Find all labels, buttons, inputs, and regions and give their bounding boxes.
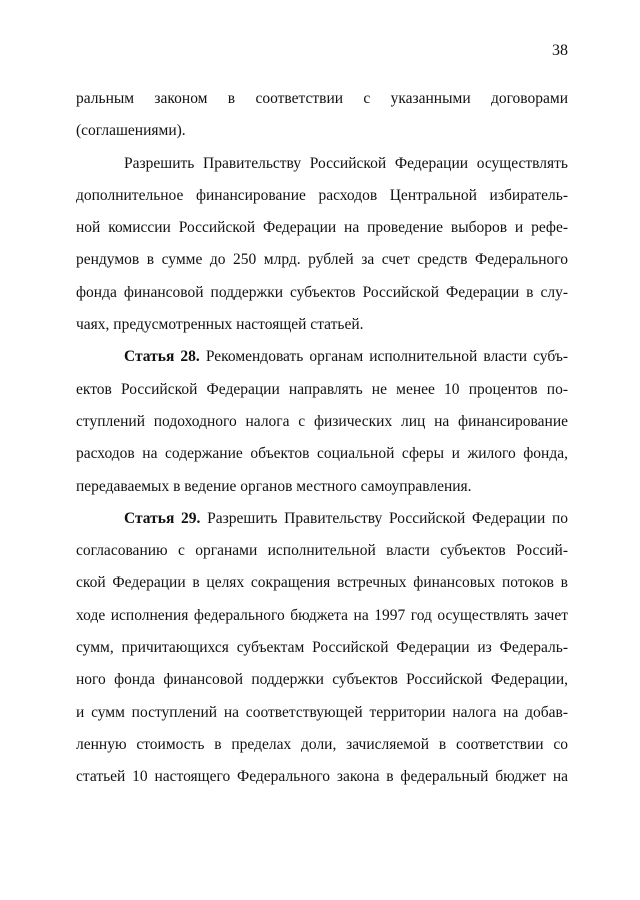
text-line: сумм, причитающихся субъектам Российской Федерации из Федераль- bbox=[76, 639, 568, 657]
text-line: передаваемых в ведение органов местного самоуправления. bbox=[76, 477, 472, 495]
text-line: ной комиссии Российской Федерации на проведение выборов и рефе- bbox=[76, 219, 568, 237]
article-29-heading: Статья 29. bbox=[124, 509, 201, 527]
text-line: и сумм поступлений на соответствующей территории налога на добав- bbox=[76, 703, 568, 721]
text-line: чаях, предусмотренных настоящей статьей. bbox=[76, 316, 364, 334]
page-number: 38 bbox=[552, 42, 568, 59]
text-line: статьей 10 настоящего Федерального закона в федеральный бюджет на bbox=[76, 768, 568, 786]
text-line: согласованию с органами исполнительной власти субъектов Россий- bbox=[76, 542, 568, 560]
text-line: расходов на содержание объектов социальной сферы и жилого фонда, bbox=[76, 445, 568, 463]
text-line: Разрешить Правительству Российской Федерации осуществлять bbox=[124, 154, 568, 172]
text-line: Рекомендовать органам исполнительной власти субъ- bbox=[205, 348, 569, 366]
document-body bbox=[76, 83, 568, 794]
text-line: Разрешить Правительству Российской Федерации по bbox=[207, 509, 569, 527]
article-28-paragraph-start bbox=[76, 341, 568, 373]
text-line: ходе исполнения федерального бюджета на 1997 год осуществлять зачет bbox=[76, 606, 568, 624]
text-line: (соглашениями). bbox=[76, 122, 186, 140]
article-29-paragraph-start bbox=[76, 503, 568, 535]
text-line: ного фонда финансовой поддержки субъектов Российской Федерации, bbox=[76, 671, 568, 689]
text-line: рендумов в сумме до 250 млрд. рублей за счет средств Федерального bbox=[76, 251, 568, 269]
text-line: ленную стоимость в пределах доли, зачисляемой в соответствии со bbox=[76, 735, 568, 753]
text-line: ской Федерации в целях сокращения встречных финансовых потоков в bbox=[76, 574, 568, 592]
text-line: ральным законом в соответствии с указанными договорами bbox=[76, 90, 568, 107]
article-28-heading: Статья 28. bbox=[124, 348, 200, 366]
text-line: фонда финансовой поддержки субъектов Российской Федерации в слу- bbox=[76, 283, 568, 301]
text-line: ектов Российской Федерации направлять не менее 10 процентов по- bbox=[76, 380, 568, 398]
text-line: дополнительное финансирование расходов Центральной избиратель- bbox=[76, 186, 568, 204]
text-line: ступлений подоходного налога с физических лиц на финансирование bbox=[76, 412, 568, 430]
